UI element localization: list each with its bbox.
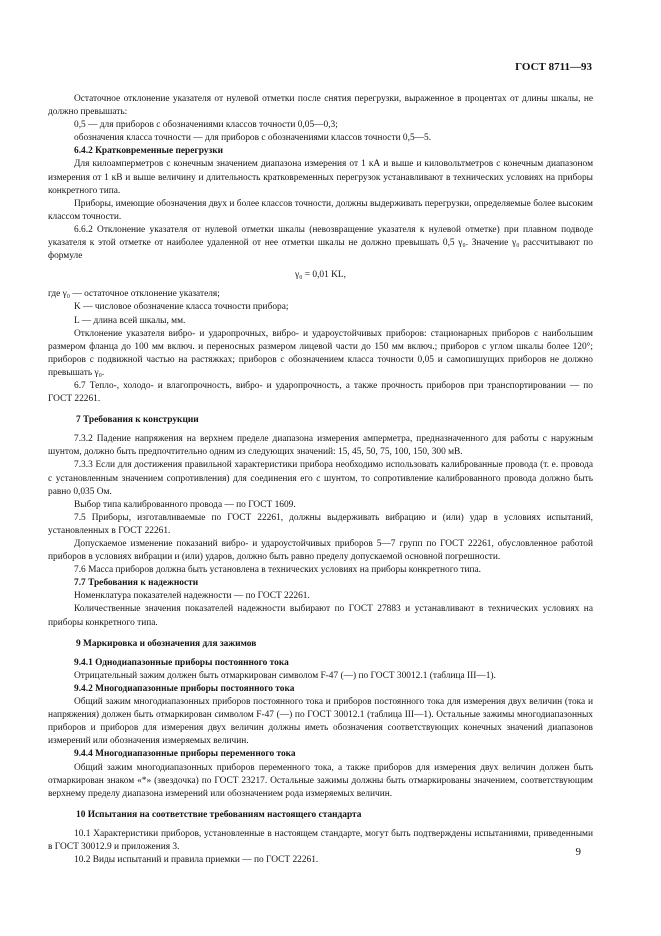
paragraph: Общий зажим многодиапазонных приборов постоянного тока и приборов постоянного тока для измерения двух величин (тока и напряжения) должен быть отмаркирован символом F-47 (—) по ГОСТ 30012.1 (таблица III—1). Остальные зажимы многодиапазонных приборов и приборов для измерения двух величин должны иметь обозначения соответствующих конечных значений диапазонов измерений или обозначения измеряемых величин. [48, 697, 593, 747]
paragraph: Остаточное отклонение указателя от нулевой отметки после снятия перегрузки, выраженное в процентах от длины шкалы, не должно превышать: [48, 94, 593, 118]
subsection-heading: 9.4.2 Многодиапазонные приборы постоянного тока [74, 683, 295, 694]
subsection-heading: 6.4.2 Кратковременные перегрузки [74, 146, 224, 157]
paragraph: 7.5 Приборы, изготавливаемые по ГОСТ 22261, должны выдерживать вибрацию и (или) удар в условиях испытаний, установленных в ГОСТ 22261. [48, 512, 593, 536]
paragraph: где γ₀ — остаточное отклонение указателя; [48, 289, 220, 300]
paragraph: Допускаемое изменение показаний вибро- и удароустойчивых приборов 5—7 групп по ГОСТ 22261, обусловленное работой приборов в условиях вибрации и (или) ударов, должно быть равно пределу допускаемой основной погрешности. [48, 539, 593, 563]
paragraph: K — числовое обозначение класса точности прибора; [74, 302, 289, 313]
paragraph: 7.3.3 Если для достижения правильной характеристики прибора необходимо использовать калиброванные провода (т. е. провода с установленным значением сопротивления) для соединения его с шунтом, то сопротивление калиброванного провода должно быть равно 0,035 Ом. [48, 460, 593, 497]
paragraph: Общий зажим многодиапазонных приборов переменного тока, а также приборов для измерения двух величин должен быть отмаркирован знаком «*» (звездочка) по ГОСТ 23217. Остальные зажимы должны быть отмаркированы значением, соответствующим верхнему пределу диапазона измерений или обозначением рода измеряемых величин. [48, 762, 593, 799]
page-body [48, 93, 593, 867]
paragraph: Отрицательный зажим должен быть отмаркирован символом F-47 (—) по ГОСТ 30012.1 (таблица III—1). [74, 670, 496, 681]
subsection-heading: 9.4.1 Однодиапазонные приборы постоянного тока [74, 657, 289, 668]
paragraph: Приборы, имеющие обозначения двух и более классов точности, должны выдерживать перегрузки, определяемые более высоким классом точности. [48, 198, 593, 222]
standard-number: ГОСТ 8711—93 [515, 61, 592, 73]
subsection-heading: 7.7 Требования к надежности [74, 578, 199, 589]
paragraph: 6.6.2 Отклонение указателя от нулевой отметки шкалы (невозвращение указателя к нулевой отметке) при плавном подводе указателя к этой отметке от наиболее удаленной от нее отметки шкалы не должно превышать 0,5 γ₀. Значение γ₀ рассчитывают по формуле [48, 224, 593, 262]
section-heading: 10 Испытания на соответствие требованиям настоящего стандарта [76, 809, 362, 820]
section-heading: 9 Маркировка и обозначения для зажимов [76, 638, 257, 649]
paragraph: 10.1 Характеристики приборов, установленные в настоящем стандарте, могут быть подтверждены испытаниями, приведенными в ГОСТ 30012.9 и приложения 3. [48, 828, 593, 852]
paragraph: Номенклатура показателей надежности — по ГОСТ 22261. [74, 591, 310, 602]
paragraph: Для килоамперметров с конечным значением диапазона измерения от 1 кА и выше и киловольтметров с конечным диапазоном измерения от 1 кВ и выше величину и длительность кратковременных перегрузок устанавливают в технических условиях на приборы конкретного типа. [48, 159, 593, 196]
paragraph: 7.3.2 Падение напряжения на верхнем пределе диапазона измерения амперметра, предназначенного для работы с наружным шунтом, должно быть предпочтительно одним из следующих значений: 15, 45, 50, 75, 100, 150, 300 мВ. [48, 434, 593, 458]
paragraph: Выбор типа калиброванного провода — по ГОСТ 1609. [74, 499, 296, 510]
paragraph: обозначения класса точности — для приборов с обозначениями классов точности 0,5—5. [74, 133, 432, 144]
section-heading: 7 Требования к конструкции [76, 415, 199, 426]
page-number: 9 [575, 846, 581, 858]
paragraph: 0,5 — для приборов с обозначениями классов точности 0,05—0,3; [74, 120, 338, 131]
paragraph: Отклонение указателя вибро- и ударопрочных, вибро- и удароустойчивых приборов: стационарных приборов с наибольшим размером фланца до 100 мм включ. и переносных размером лицевой части до 150 мм включ.; приборов с углом шкалы более 120°; приборов с подвижной частью на растяжках; приборов с обозначением класса точности 0,05 и самопишущих приборов не должно превышать γ₀. [48, 328, 593, 378]
formula: γ₀ = 0,01 KL, [295, 270, 346, 281]
paragraph: 6.7 Тепло-, холодо- и влагопрочность, вибро- и ударопрочность, а также прочность приборов при транспортировании — по ГОСТ 22261. [48, 380, 593, 405]
paragraph: Количественные значения показателей надежности выбирают по ГОСТ 27883 и устанавливают в технических условиях на приборы конкретного типа. [48, 604, 593, 628]
paragraph: 7.6 Масса приборов должна быть установлена в технических условиях на приборы конкретного типа. [74, 565, 482, 576]
paragraph: L — длина всей шкалы, мм. [74, 315, 186, 326]
paragraph: 10.2 Виды испытаний и правила приемки — по ГОСТ 22261. [74, 855, 319, 866]
subsection-heading: 9.4.4 Многодиапазонные приборы переменного тока [74, 749, 296, 760]
